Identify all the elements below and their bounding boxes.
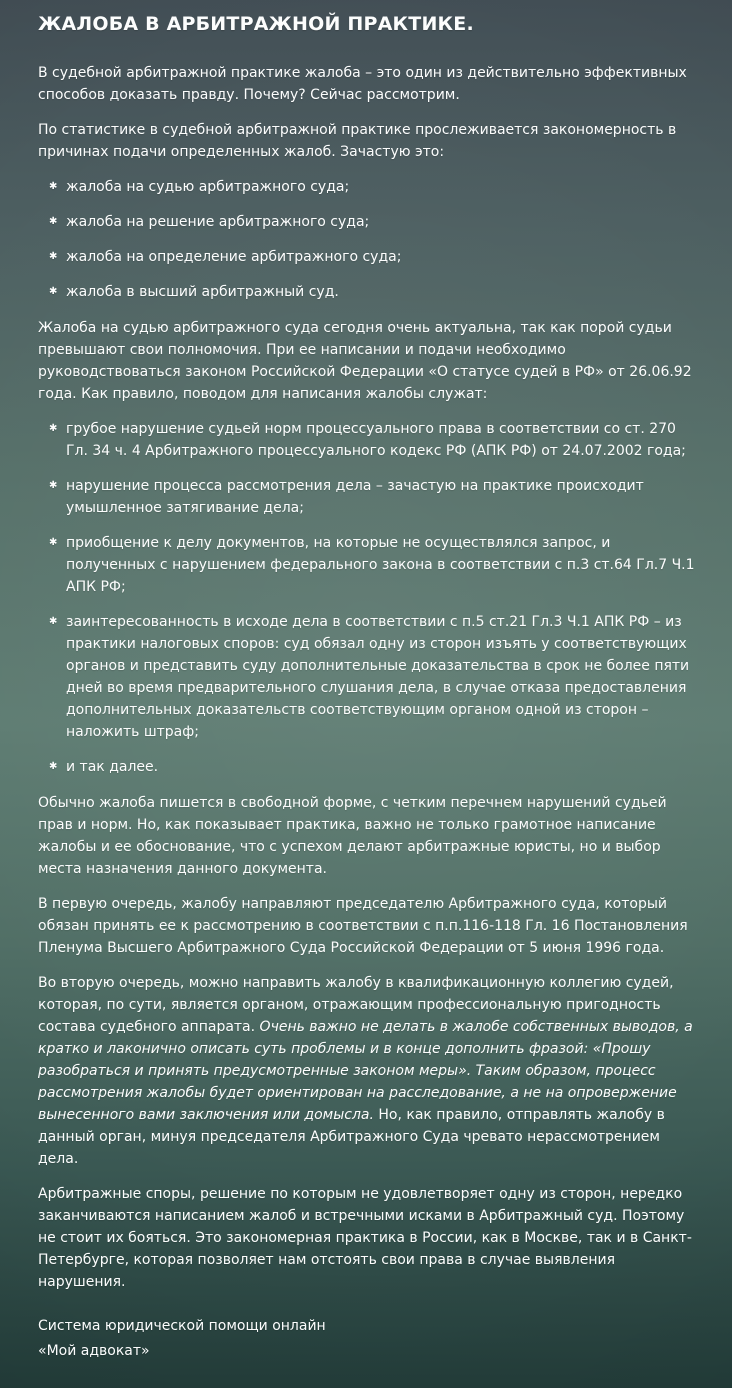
list-item [49, 532, 696, 598]
paragraph-intro: В судебной арбитражной практике жалоба – это один из действительно эффективных способов доказать правду. Почему? Сейчас рассмотрим. [38, 65, 687, 103]
list-item-text: жалоба на решение арбитражного суда; [66, 214, 370, 230]
complaint-reasons-list [38, 418, 696, 778]
footer [38, 1314, 696, 1364]
page-title: ЖАЛОБА В АРБИТРАЖНОЙ ПРАКТИКЕ. [38, 13, 474, 35]
paragraph-segment: Но, как правило, отправлять жалобу в данный орган, минуя председателя Арбитражного Суда чревато нерассмотрением дела. [38, 1107, 665, 1167]
paragraph-segment: Очень важно не делать в жалобе собственных выводов, а кратко и лаконично описать суть проблемы и в конце дополнить фразой: «Прошу разобраться и принять предусмотренные законом меры». Таким образом, процесс рассмотрения жалобы будет ориентирован на расследование, а не на опровержение вынесенного вами заключения или домысла. [38, 1019, 693, 1123]
footer-brand-name: «Мой адвокат» [38, 1343, 150, 1359]
asterisk-bullet-icon: ✱ [49, 480, 58, 491]
footer-service-name: Система юридической помощи онлайн [38, 1318, 326, 1334]
list-item-text: жалоба на определение арбитражного суда; [66, 249, 402, 265]
complaint-types-list [38, 176, 696, 303]
paragraph-first-destination: В первую очередь, жалобу направляют председателю Арбитражного суда, который обязан принять ее к рассмотрению в соответствии с п.п.116-118 Гл. 16 Постановления Пленума Высшего Арбитражного Суда Российской Федерации от 5 июня 1996 года. [38, 896, 688, 956]
list-item [49, 611, 696, 743]
paragraph-conclusion: Арбитражные споры, решение по которым не удовлетворяет одну из сторон, нередко заканчиваются написанием жалоб и встречными исками в Арбитражный суд. Поэтому не стоит их бояться. Это закономерная практика в России, как в Москве, так и в Санкт-Петербурге, которая позволяет нам отстоять свои права в случае выявления нарушения. [38, 1186, 692, 1290]
asterisk-bullet-icon: ✱ [49, 537, 58, 548]
list-item-text: и так далее. [66, 759, 159, 775]
list-item [49, 756, 696, 778]
list-item [49, 418, 696, 462]
list-item [49, 211, 696, 233]
list-item-text: жалоба на судью арбитражного суда; [66, 179, 350, 195]
paragraph-judge-complaint: Жалоба на судью арбитражного суда сегодня очень актуальна, так как порой судьи превышают свои полномочия. При ее написании и подачи необходимо руководствоваться законом Российской Федерации «О статусе судей в РФ» от 26.06.92 года. Как правило, поводом для написания жалобы служат: [38, 320, 692, 402]
list-item [49, 281, 696, 303]
list-item-text: нарушение процесса рассмотрения дела – зачастую на практике происходит умышленное затягивание дела; [66, 478, 644, 516]
paragraph-segment: Во вторую очередь, можно направить жалобу в квалификационную коллегию судей, которая, по сути, является органом, отражающим профессиональную пригодность состава судебного аппарата. [38, 975, 674, 1035]
list-item [49, 475, 696, 519]
asterisk-bullet-icon: ✱ [49, 181, 58, 192]
asterisk-bullet-icon: ✱ [49, 616, 58, 627]
asterisk-bullet-icon: ✱ [49, 761, 58, 772]
list-item-text: заинтересованность в исходе дела в соответствии с п.5 ст.21 Гл.3 Ч.1 АПК РФ – из практики налоговых споров: суд обязал одну из сторон изъять у соответствующих органов и представить суду дополнительные доказательства в срок не более пяти дней во время предварительного слушания дела, в случае отказа предоставления дополнительных доказательств соответствующим органом одной из сторон – наложить штраф; [66, 614, 690, 740]
paragraph-second-destination [38, 972, 696, 1170]
asterisk-bullet-icon: ✱ [49, 251, 58, 262]
paragraph-free-form: Обычно жалоба пишется в свободной форме, с четким перечнем нарушений судьей прав и норм. Но, как показывает практика, важно не только грамотное написание жалобы и ее обоснование, что с успехом делают арбитражные юристы, но и выбор места назначения данного документа. [38, 795, 667, 877]
paragraph-statistics: По статистике в судебной арбитражной практике прослеживается закономерность в причинах подачи определенных жалоб. Зачастую это: [38, 122, 677, 160]
list-item-text: грубое нарушение судьей норм процессуального права в соответствии со ст. 270 Гл. 34 ч. 4 Арбитражного процессуального кодекс РФ (АПК РФ) от 24.07.2002 года; [66, 421, 686, 459]
list-item [49, 176, 696, 198]
asterisk-bullet-icon: ✱ [49, 423, 58, 434]
list-item-text: жалоба в высший арбитражный суд. [66, 284, 339, 300]
list-item-text: приобщение к делу документов, на которые не осуществлялся запрос, и полученных с нарушением федерального закона в соответствии с п.3 ст.64 Гл.7 Ч.1 АПК РФ; [66, 535, 695, 595]
asterisk-bullet-icon: ✱ [49, 286, 58, 297]
list-item [49, 246, 696, 268]
asterisk-bullet-icon: ✱ [49, 216, 58, 227]
